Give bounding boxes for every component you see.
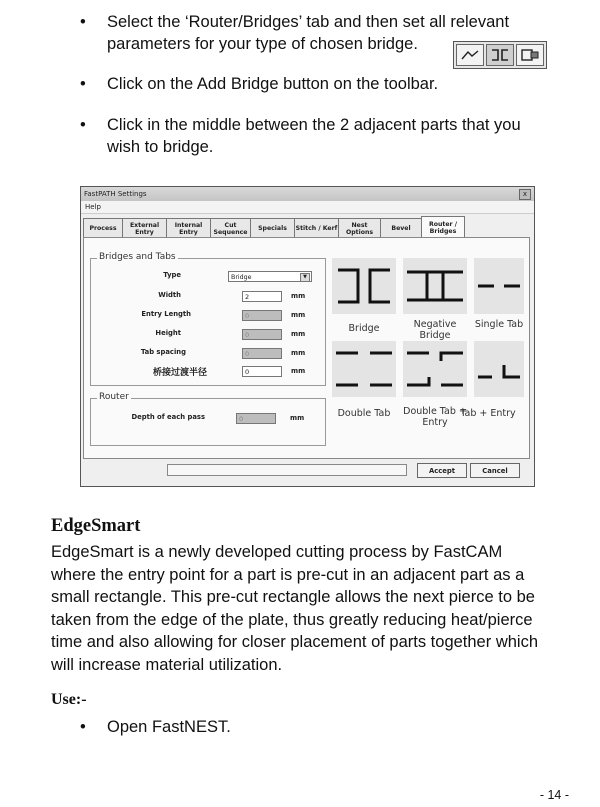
bridge-icon	[332, 258, 396, 314]
type-row	[91, 271, 327, 283]
field-unit: mm	[291, 367, 306, 375]
close-icon[interactable]: x	[519, 189, 531, 200]
router-group	[90, 392, 326, 446]
type-select-value: Bridge	[231, 274, 252, 281]
field-row	[91, 291, 327, 303]
tab-nest-options[interactable]: Nest Options	[338, 218, 381, 238]
route-line-icon	[456, 44, 484, 66]
tab-internal-entry[interactable]: Internal Entry	[166, 218, 211, 238]
type-select[interactable]	[228, 271, 312, 282]
tab-cut-sequence[interactable]: Cut Sequence	[210, 218, 251, 238]
tab-entry-label: Tab + Entry	[460, 408, 516, 419]
field-label: Height	[155, 329, 181, 337]
bridge-type-button[interactable]	[332, 258, 396, 314]
dialog-title: FastPATH Settings	[84, 190, 147, 198]
tab-stitch-kerf[interactable]: Stitch / Kerf	[294, 218, 339, 238]
field-row	[91, 348, 327, 360]
negative-bridge-type-button[interactable]	[403, 258, 467, 314]
double-tab-icon	[332, 341, 396, 397]
bridges-and-tabs-group	[90, 252, 326, 386]
field-unit: mm	[291, 330, 306, 338]
width-input[interactable]: 2	[242, 291, 282, 302]
double-tab-label: Double Tab	[337, 408, 391, 419]
page-number: - 14 -	[539, 788, 569, 802]
depth-input[interactable]: 0	[236, 413, 276, 424]
tab-process[interactable]: Process	[83, 218, 123, 238]
group-legend: Router	[99, 392, 129, 402]
bullet-text: Click in the middle between the 2 adjacent parts that you wish to bridge.	[107, 116, 521, 156]
double-tab-entry-icon	[403, 341, 467, 397]
depth-label: Depth of each pass	[131, 413, 205, 421]
type-label: Type	[163, 271, 181, 279]
field-unit: mm	[290, 414, 305, 422]
bullet-text: Open FastNEST.	[107, 718, 231, 736]
bullet-dot: •	[80, 718, 86, 736]
bullet-dot: •	[80, 116, 86, 134]
accept-button[interactable]: Accept	[417, 463, 467, 478]
single-tab-type-button[interactable]	[474, 258, 524, 314]
toolbar-image	[453, 41, 547, 69]
field-label: 桥接过渡半径	[152, 368, 207, 378]
bridge-radius-input[interactable]: 0	[242, 366, 282, 377]
use-heading: Use:-	[51, 691, 87, 708]
bullet-dot: •	[80, 75, 86, 93]
field-label: Width	[158, 291, 181, 299]
field-unit: mm	[291, 311, 306, 319]
field-row	[91, 413, 327, 425]
tab-entry-type-button[interactable]	[474, 341, 524, 397]
field-row	[91, 329, 327, 341]
tab-spacing-input[interactable]: 0	[242, 348, 282, 359]
bullet-text: Select the ‘Router/Bridges’ tab and then set all relevant parameters for your type of chosen bridge.	[107, 13, 510, 53]
height-input[interactable]: 0	[242, 329, 282, 340]
cancel-button[interactable]: Cancel	[470, 463, 520, 478]
tab-strip	[83, 218, 464, 238]
field-row	[91, 310, 327, 322]
single-tab-icon	[474, 258, 524, 314]
double-tab-type-button[interactable]	[332, 341, 396, 397]
double-tab-entry-label: Double Tab + Entry	[403, 406, 467, 428]
bridge-label: Bridge	[348, 323, 380, 334]
double-tab-entry-type-button[interactable]	[403, 341, 467, 397]
section-heading: EdgeSmart	[51, 516, 141, 536]
chevron-down-icon: ▼	[300, 273, 310, 282]
edgesmart-icon	[516, 44, 544, 66]
field-unit: mm	[291, 292, 306, 300]
dialog-title-bar	[81, 187, 534, 201]
bridge-icon	[486, 44, 514, 66]
negative-bridge-icon	[403, 258, 467, 314]
fastpath-settings-dialog	[80, 186, 535, 487]
tab-entry-icon	[474, 341, 524, 397]
tab-bevel[interactable]: Bevel	[380, 218, 422, 238]
tab-specials[interactable]: Specials	[250, 218, 295, 238]
bullet-text: Click on the Add Bridge button on the toolbar.	[107, 75, 439, 93]
section-paragraph: EdgeSmart is a newly developed cutting process by FastCAM where the entry point for a part is pre-cut in an adjacent part as a small rectangle. This pre-cut rectangle allows the next pierce to be taken from the edge of the plate, thus greatly reducing heat/pierce time and also allowing for closer placement of parts together which will increase material utilization.	[51, 543, 538, 674]
tab-external-entry[interactable]: External Entry	[122, 218, 167, 238]
tab-router-bridges[interactable]: Router / Bridges	[421, 216, 465, 238]
field-label: Entry Length	[141, 310, 191, 318]
router-bridges-panel	[83, 237, 530, 459]
field-row	[91, 366, 327, 378]
single-tab-label: Single Tab	[474, 319, 524, 330]
status-bar	[167, 464, 407, 476]
negative-bridge-label: Negative Bridge	[413, 319, 457, 341]
field-label: Tab spacing	[140, 348, 186, 356]
bullet-dot: •	[80, 13, 86, 31]
entry-length-input[interactable]: 0	[242, 310, 282, 321]
field-unit: mm	[291, 349, 306, 357]
menu-help[interactable]: Help	[81, 201, 534, 214]
group-legend: Bridges and Tabs	[99, 252, 176, 262]
